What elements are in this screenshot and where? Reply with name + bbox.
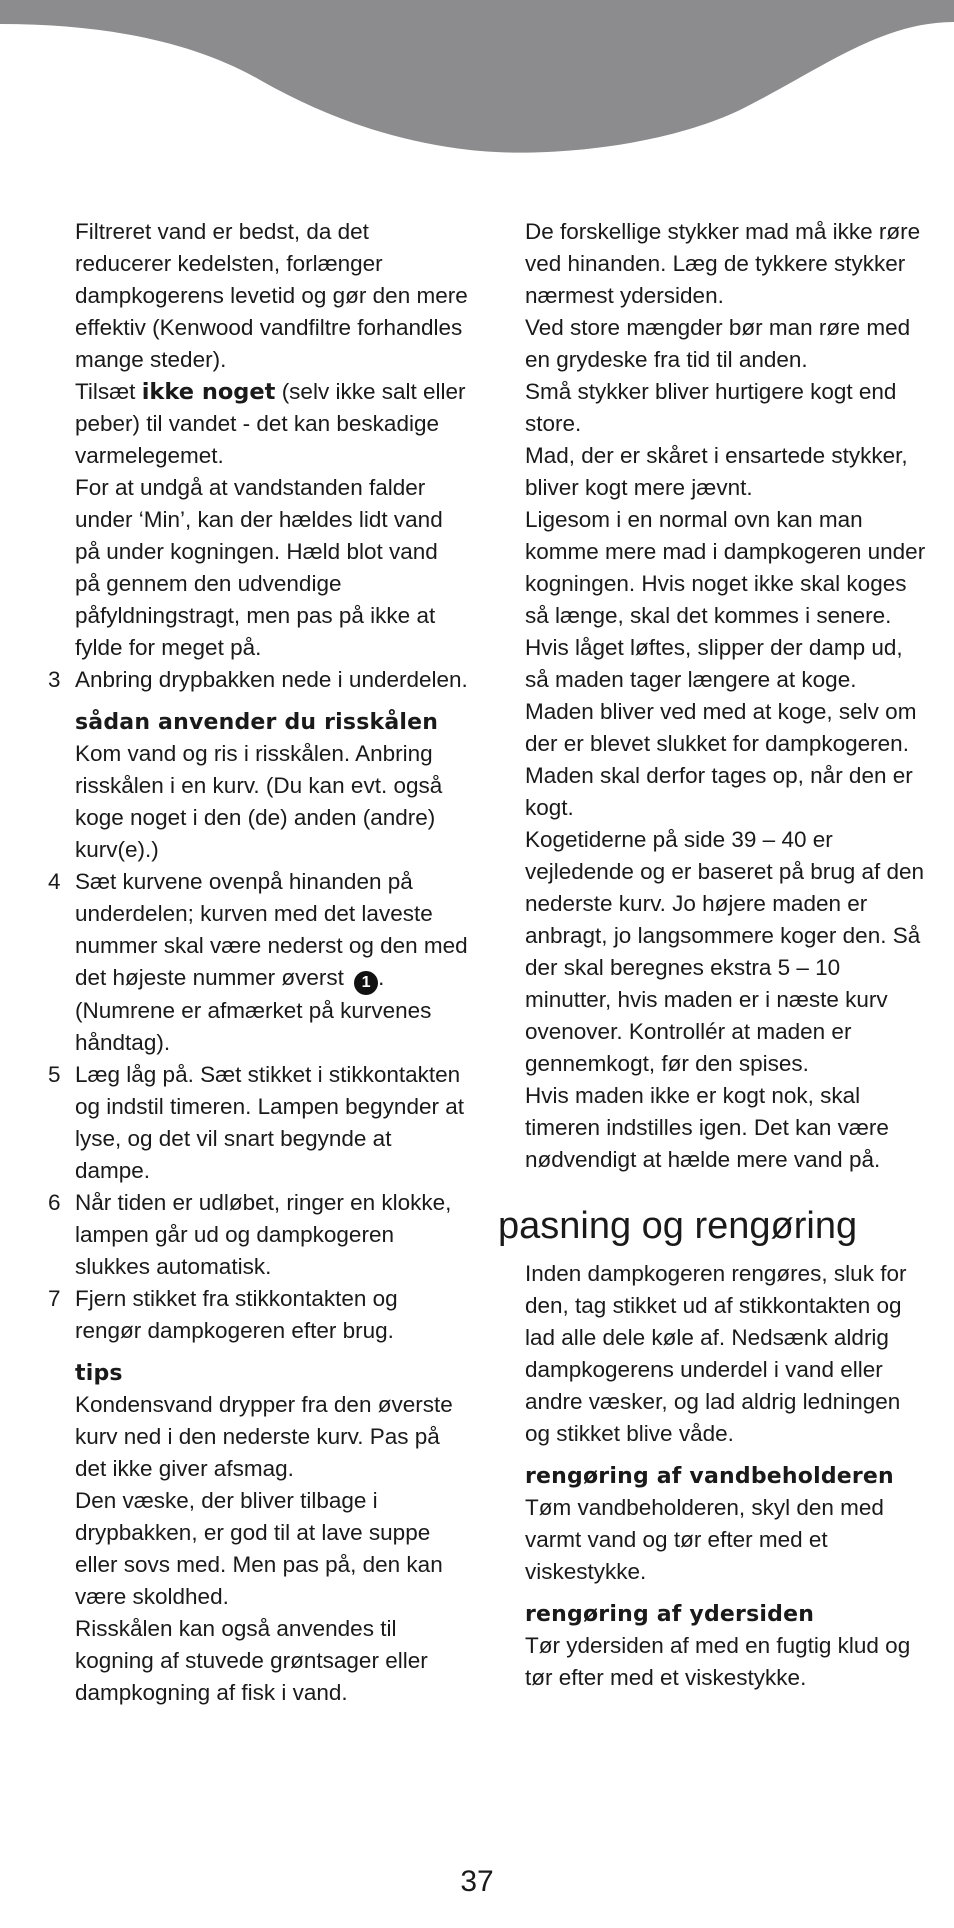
paragraph: [75, 376, 468, 472]
paragraph: Tøm vandbeholderen, skyl den med varmt vand og tør efter med et viskestykke.: [525, 1495, 884, 1584]
step-text: Når tiden er udløbet, ringer en klokke, lampen går ud og dampkogeren slukkes automatisk.: [75, 1190, 452, 1279]
paragraph: Små stykker bliver hurtigere kogt end store.: [525, 379, 897, 436]
text-span: (selv ikke salt eller peber) til vandet - det kan beskadige varmelegemet.: [75, 379, 466, 468]
paragraph: Ved store mængder bør man røre med en grydeske fra tid til anden.: [525, 315, 911, 372]
step-4: [48, 866, 468, 1059]
page-number: 37: [460, 1865, 494, 1898]
text-span: Sæt kurvene ovenpå hinanden på underdelen; kurven med det laveste nummer skal være nederst og den med det højeste nummer øverst: [75, 869, 468, 990]
paragraph: Ligesom i en normal ovn kan man komme mere mad i dampkogeren under kogningen. Hvis noget ikke skal koges så længe, skal det kommes i senere.: [525, 507, 926, 628]
step-text: Anbring drypbakken nede i underdelen.: [75, 667, 468, 692]
section-heading: sådan anvender du risskålen: [75, 710, 439, 735]
step-number: 5: [48, 1062, 61, 1087]
intro-block: [48, 216, 468, 664]
number-1-badge-icon: 1: [354, 971, 378, 995]
paragraph: Kondensvand drypper fra den øverste kurv ned i den nederste kurv. Pas på det ikke giver afsmag.: [75, 1392, 453, 1481]
paragraph: Kom vand og ris i risskålen. Anbring risskålen i en kurv. (Du kan evt. også koge noget i den (de) anden (andre) kurv(e).): [75, 741, 443, 862]
paragraph: Kogetiderne på side 39 – 40 er vejledende og er baseret på brug af den nederste kurv. Jo højere maden er anbragt, jo langsommere koger den. Så der skal beregnes ekstra 5 – 10 minutter, hvis maden er i næste kurv ovenover. Kontrollér at maden er gennemkogt, før den spises.: [525, 827, 925, 1076]
left-column: [48, 216, 468, 1709]
paragraph: Hvis maden ikke er kogt nok, skal timeren indstilles igen. Det kan være nødvendigt at hælde mere vand på.: [525, 1083, 889, 1172]
paragraph: De forskellige stykker mad må ikke røre ved hinanden. Læg de tykkere stykker nærmest ydersiden.: [525, 219, 921, 308]
paragraph: For at undgå at vandstanden falder under ‘Min’, kan der hældes lidt vand på under kogningen. Hæld blot vand på gennem den udvendige påfyldningstragt, men pas på ikke at fylde for meget på.: [75, 475, 443, 660]
cooking-notes: [498, 216, 928, 1176]
care-section: [498, 1258, 928, 1694]
header-wave-decoration: [0, 0, 954, 160]
rice-section: [48, 708, 468, 866]
step-number: 3: [48, 667, 61, 692]
step-3: [48, 664, 468, 696]
step-number: 7: [48, 1286, 61, 1311]
step-text: Fjern stikket fra stikkontakten og rengør dampkogeren efter brug.: [75, 1286, 398, 1343]
tips-section: [48, 1359, 468, 1709]
section-heading: tips: [75, 1361, 123, 1386]
step-7: [48, 1283, 468, 1347]
step-6: [48, 1187, 468, 1283]
step-5: [48, 1059, 468, 1187]
step-text: [75, 866, 468, 1059]
paragraph: Mad, der er skåret i ensartede stykker, bliver kogt mere jævnt.: [525, 443, 908, 500]
paragraph: Hvis låget løftes, slipper der damp ud, så maden tager længere at koge.: [525, 635, 903, 692]
step-number: 4: [48, 869, 61, 894]
section-heading: rengøring af ydersiden: [525, 1602, 815, 1627]
paragraph: Risskålen kan også anvendes til kogning af stuvede grøntsager eller dampkogning af fisk i vand.: [75, 1616, 428, 1705]
paragraph: Maden bliver ved med at koge, selv om der er blevet slukket for dampkogeren. Maden skal derfor tages op, når den er kogt.: [525, 699, 917, 820]
text-span: Tilsæt: [75, 379, 136, 404]
paragraph: Filtreret vand er bedst, da det reducerer kedelsten, forlænger dampkogerens levetid og gør den mere effektiv (Kenwood vandfiltre forhandles mange steder).: [75, 219, 468, 372]
text-span: . (Numrene er afmærket på kurvenes håndtag).: [75, 965, 432, 1055]
paragraph: Tør ydersiden af med en fugtig klud og tør efter med et viskestykke.: [525, 1633, 911, 1690]
section-heading: rengøring af vandbeholderen: [525, 1464, 894, 1489]
right-column: [498, 216, 928, 1694]
emphasis-text: ikke noget: [141, 379, 276, 405]
step-text: Læg låg på. Sæt stikket i stikkontakten og indstil timeren. Lampen begynder at lyse, og det vil snart begynde at dampe.: [75, 1062, 464, 1183]
care-heading: pasning og rengøring: [498, 1205, 858, 1247]
paragraph: Inden dampkogeren rengøres, sluk for den, tag stikket ud af stikkontakten og lad alle dele køle af. Nedsænk aldrig dampkogerens underdel i vand eller andre væsker, og lad aldrig ledningen og stikket blive våde.: [525, 1261, 907, 1446]
step-number: 6: [48, 1190, 61, 1215]
paragraph: Den væske, der bliver tilbage i drypbakken, er god til at lave suppe eller sovs med. Men pas på, den kan være skoldhed.: [75, 1488, 443, 1609]
